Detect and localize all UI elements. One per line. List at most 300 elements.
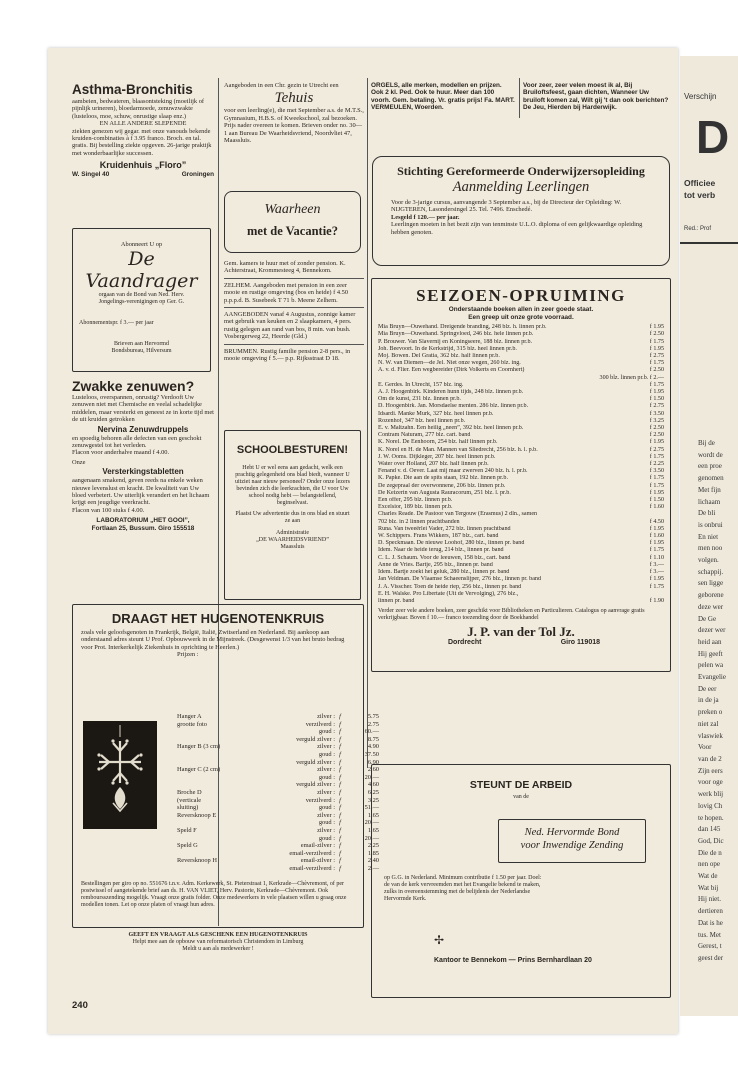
prize-material: verguld zilver : — [296, 735, 335, 743]
book-title: Joh. Beevoort. In de Kerkstrijd, 315 blz. heel linnen pr.b. — [378, 345, 517, 352]
prize-item — [177, 774, 267, 782]
next-page-line: niet zal — [698, 719, 719, 728]
stichting-body2: Leerlingen moeten in het bezit zijn van tenminste U.L.O. diploma of een gelijkwaardige opleiding hebben genoten. — [391, 221, 643, 236]
seizoen-sub2: Een greep uit onze grote voorraad. — [468, 313, 574, 321]
next-page-line: te hopen. — [698, 813, 724, 822]
next-page-line: De eer — [698, 684, 717, 693]
steunt-title: STEUNT DE ARBEID — [469, 779, 573, 791]
book-price: f 2.75 — [649, 353, 664, 359]
book-price: f 1.75 — [649, 360, 664, 367]
book-item — [378, 475, 664, 482]
vaandrager-price: Abonnementspr. f 3.— per jaar — [79, 320, 154, 327]
asthma-firm: Kruidenhuis „Floro” — [99, 160, 187, 171]
next-page-line: Wat bij — [698, 883, 719, 892]
book-title: E. v. Maltzahn. Een heilig „neen”, 392 blz. heel linnen pr.b. — [378, 425, 524, 432]
steunt-body: op G.G. in Nederland. Minimum contributie f 1.50 per jaar. Doel: de van de kerk vervreemden met het Evangelie bekend te maken, zulks in overeenstemming met de belijdenis der Nederlandse Hervormde Kerk. — [384, 875, 542, 902]
prize-table — [177, 713, 379, 872]
next-page-line: De bli — [698, 509, 716, 518]
book-item — [378, 468, 664, 475]
book-title: W. Schippers. Frans Wikkers, 187 blz., cart. band — [378, 533, 499, 540]
prize-value: 5.75 — [367, 713, 379, 720]
zwakke-price2: Flacon van 100 stuks f 4.00. — [72, 506, 145, 514]
prize-item — [177, 751, 267, 759]
book-item — [378, 346, 664, 353]
prize-value: 4.90 — [367, 743, 379, 751]
prize-currency: f — [339, 750, 341, 758]
book-title: Fenand v. d. Oever. Laat mij maar zwerven 240 blz. h. l. pr.b. — [378, 468, 528, 475]
prize-material: goud : — [318, 728, 335, 736]
book-item — [378, 504, 664, 511]
zwakke-title: Zwakke zenuwen? — [72, 378, 195, 394]
next-page-line: De Ge — [698, 614, 717, 623]
book-price: f 2.25 — [649, 461, 664, 468]
seizoen-sub1: Onderstaande boeken allen in zeer goede staat. — [448, 306, 594, 313]
seizoen-giro: Giro 119018 — [560, 639, 600, 647]
prize-material: goud : — [318, 804, 335, 812]
zwakke-lab: LABORATORIUM „HET GOOI”, — [96, 517, 190, 525]
book-title: Idem. Naar de heide terug, 214 blz., linnen pr. band — [378, 547, 504, 554]
prize-value: 20.— — [364, 773, 379, 781]
school-admin: Administratie — [276, 530, 309, 536]
school-body: Hebt U er wel eens aan gedacht, welk een prachtig gelegenheid ons blad biedt, wanneer U uitziet naar nieuw personeel? Onder onze lezers bevinden zich die leerkrachten, die U voor Uw school nodig hebt — belangstellend, beginselvast. — [235, 465, 350, 506]
book-price: f 4.50 — [649, 518, 664, 525]
hugenoten-order: Bestellingen per giro op no. 551676 t.n.v. Adm. Kerkewerk, St. Pieterstraat 1, Kerkrade—Chèvremont, of per postwissel of aangetekende brief aan ds. H. VAN VLIET, Herv. Pastorie, Kerkrade—Chèvremont. Ook remboursszending mogelijk. Vraagt onze gratis folder. Onze medewerkers in vele plaatsen willen u graag onze modellen tonen. Let op onze platen of vraagt hun adres. — [81, 881, 347, 908]
steunt-box — [371, 764, 671, 998]
book-item — [378, 432, 664, 439]
tehuis-intro: Aangeboden in een Chr. gezin te Utrecht een — [224, 82, 339, 89]
vaandrager-letters: Brieven aan Hervormd Bondsbureau, Hilversum — [111, 341, 172, 355]
next-page-official2: tot verb — [684, 190, 716, 200]
zwakke-product2: Versterkingstabletten — [102, 467, 184, 477]
separator — [224, 278, 364, 279]
vaandrager-ad — [72, 228, 211, 372]
book-price: f 3.50 — [649, 468, 664, 475]
book-item — [378, 584, 664, 591]
next-page-line: deze wer — [698, 602, 724, 611]
prize-value: 6.25 — [367, 788, 379, 796]
book-item — [378, 324, 664, 331]
book-price: f 2.75 — [649, 446, 664, 453]
book-item — [378, 533, 664, 540]
book-price: f 3.— — [649, 569, 664, 576]
book-title: A. v. d. Flier. Een wegbereider (Dirk Volkerts en Coornhert) — [378, 367, 525, 374]
prize-item — [177, 865, 267, 873]
book-price: f 2.50 — [649, 425, 664, 432]
prize-item: Hanger A — [177, 713, 202, 720]
next-page-line: dezer wer — [698, 626, 726, 635]
prize-currency: f — [339, 834, 341, 842]
book-title: D. Speckmaan. De nieuwe Loohof, 280 blz., linnen pr. band — [378, 540, 525, 547]
book-title: Runa. Van tweeërlei Vader, 272 blz. linnen prachtband — [378, 525, 511, 532]
prize-item: (verticale — [177, 796, 202, 804]
school-admin-city: Maassluis — [280, 544, 305, 550]
prize-material: verguld zilver : — [296, 758, 335, 766]
book-title: N. W. van Diemen—de Jel. Niet onze wegen, 260 blz. ing. — [378, 360, 521, 367]
school-admin-name: „DE WAARHEIDSVRIEND” — [256, 537, 329, 543]
book-title: De Keizerin van Augusta Rauracorum, 251 blz. l. pr.b. — [378, 489, 511, 496]
next-page-line: Gerest, t — [698, 942, 722, 951]
prize-row — [177, 743, 379, 751]
next-page-line: een proe — [698, 462, 722, 471]
next-page-line: pelen wa — [698, 661, 724, 670]
brummen-ad: BRUMMEN. Rustig familie pension 2-8 pers., in mooie omgeving f 5.— p.p. Rijksstraat D 18. — [224, 347, 351, 363]
prize-row — [177, 812, 379, 820]
hugenoten-footer — [80, 932, 356, 953]
book-price: f 3.— — [649, 561, 664, 568]
prize-value: 4.60 — [367, 781, 379, 789]
hugenoten-box — [72, 604, 379, 928]
book-price: f 1.95 — [649, 540, 664, 547]
book-title: J. A. Visscher. Toen de heide riep, 256 blz., linnen pr. band — [378, 583, 522, 590]
book-price: f 2.50 — [649, 367, 664, 374]
next-page-red: Red.: Prof — [684, 226, 712, 232]
hugenoten-prizen: Prijzen : — [177, 651, 199, 659]
next-page-line: En niet — [698, 532, 719, 541]
book-price: f 1.95 — [649, 389, 664, 396]
book-title: K. Norel en H. de Man. Mannen van Sliedrecht, 256 blz. h. l. p.b. — [378, 446, 538, 453]
book-item — [378, 403, 664, 410]
next-page-line: Evangelie — [698, 673, 726, 682]
prize-material: zilver : — [317, 826, 335, 834]
book-price: f 1.10 — [649, 554, 664, 561]
book-price: f 1.60 — [649, 533, 664, 540]
hugenot-cross-photo — [83, 721, 157, 829]
prize-value: 1.65 — [367, 826, 379, 834]
prize-currency: f — [339, 773, 341, 781]
book-item — [378, 447, 664, 454]
prize-item: Reversknoop E — [177, 811, 217, 819]
book-price: f 1.95 — [649, 489, 664, 496]
book-price: f 1.60 — [649, 504, 664, 511]
hugenoten-slogan: GEEFT EN VRAAGT ALS GESCHENK EEN HUGENOTENKRUIS — [128, 932, 308, 938]
prize-item: grootte foto — [177, 720, 207, 728]
book-item — [378, 411, 664, 418]
book-item — [378, 519, 664, 526]
stichting-subtitle: Aanmelding Leerlingen — [452, 179, 590, 195]
zwakke-lab-address: Fortlaan 25, Bussum. Giro 155518 — [91, 524, 195, 532]
zwakke-body2: en spoedig behoren alle defecten van een geschokt zenuwgestel tot het verleden. — [72, 434, 202, 450]
asthma-address-row — [72, 171, 214, 178]
book-price: f 1.75 — [649, 453, 664, 460]
prize-value: 1.65 — [367, 811, 379, 819]
prize-currency: f — [339, 826, 341, 834]
next-page-line: geest der — [698, 953, 724, 962]
column-divider — [519, 78, 520, 118]
next-page-masthead-letter: D — [696, 111, 730, 163]
prize-currency: f — [339, 804, 341, 812]
book-item — [378, 331, 664, 338]
prize-item — [177, 819, 267, 827]
prize-row — [177, 850, 379, 858]
prize-value: 3.25 — [367, 796, 379, 804]
book-item — [378, 497, 664, 504]
prize-row — [177, 857, 379, 865]
asthma-address: W. Singel 40 — [72, 171, 110, 179]
next-page-line: Dat is he — [698, 918, 723, 927]
prize-value: 2.40 — [367, 857, 379, 865]
book-title: De zegepraal der overwonnene, 206 blz. linnen pr.b. — [378, 482, 506, 489]
next-page-line: Met fijn — [698, 485, 721, 494]
book-price: f 1.75 — [649, 547, 664, 554]
next-page-line: Hij geeft — [698, 649, 723, 658]
prize-material: goud : — [318, 773, 335, 781]
prize-currency: f — [339, 735, 341, 743]
asthma-body2: ziekten genezen wij gegar. met onze vanouds bekende kruiden-combinaties à f 3.95 franco. Broch. en tal. gratis. Bij bestelling ziekte opgeven. 26-jarige praktijk met wonderbaarlijke successen. — [72, 127, 212, 157]
aangeboden-ad: AANGEBODEN vanaf 4 Augustus, zonnige kamer met gebruik van keuken en 2 slaapkamers, 4 pers. rustig gelegen aan rand van bos, 8 min. van bush. Vosbergerweg 22, Heerde (Gld.) — [224, 311, 356, 341]
book-item — [378, 483, 664, 490]
book-title: linnen pr. band — [378, 597, 415, 604]
zwakke-body3: aangenaam smakend, geven reeds na enkele weken nieuwe levenslust en kracht. De kwaliteit van Uw bloed verbetert. Uw uiterlijk verandert en het lichaam krijgt een jeugdige veerkracht. — [72, 477, 210, 507]
next-page-line: volgen. — [698, 556, 719, 565]
book-price: f 1.50 — [649, 497, 664, 504]
prize-value: 60.— — [364, 728, 379, 736]
prize-currency: f — [339, 849, 341, 857]
seizoen-footer: Verder zeer vele andere boeken, zeer geschikt voor Bibliotheken en Particulieren. Catalogus op aanvrage gratis verkrijgbaar. Boven f 10.— franco toezending door de Boekhandel — [378, 608, 645, 622]
hugenoten-slogan3: Meldt u aan als medewerker ! — [182, 946, 254, 952]
next-page-line: heid aan — [698, 637, 722, 646]
book-item — [378, 576, 664, 583]
stichting-lesgeld: Lesgeld f 120.— per jaar. — [391, 213, 460, 221]
zwakke-onze: Onze — [72, 458, 86, 466]
prize-value: 8.75 — [367, 735, 379, 743]
prize-row — [177, 789, 379, 797]
book-title: K. Papke. Die aan de spits staan, 192 blz. linnen pr.b. — [378, 475, 508, 482]
school-title: SCHOOLBESTUREN! — [236, 444, 349, 456]
book-title: Water over Holland, 207 blz. half linnen pr.b. — [378, 461, 489, 468]
next-page-line: is onbrui — [698, 520, 723, 529]
prize-value: 2.60 — [367, 766, 379, 774]
prize-value: 51.— — [364, 804, 379, 812]
prize-material: zilver : — [317, 743, 335, 751]
book-price: f 3.50 — [649, 410, 664, 417]
zelhem-ad: ZELHEM. Aangeboden met pension in een zeer mooie en rustige omgeving (bos en heide) f 4.50 p.p.p.d. B. Susebeek T 71 b. Meene Zelhem. — [224, 281, 349, 304]
seizoen-box — [371, 278, 671, 672]
steunt-bond2: voor Inwendige Zending — [520, 840, 624, 851]
book-item — [378, 353, 664, 360]
prize-currency: f — [339, 819, 341, 827]
book-item — [378, 425, 664, 432]
book-item — [378, 591, 664, 598]
next-page-header: Verschijn — [684, 92, 717, 101]
tehuis-ad — [224, 82, 364, 144]
book-title: E. Gerdes. In Utrecht, 157 blz. ing. — [378, 381, 464, 388]
book-item — [378, 454, 664, 461]
prize-currency: f — [339, 720, 341, 728]
bruiloft-ad: Voor zeer, zeer velen moest ik al, Bij Bruiloftsfeest, gaan dichten, Wanneer Uw bruiloft komen zal, Wilt gij 't dan ook berichten? De Jeu, Hierden bij Harderwijk. — [523, 82, 669, 112]
book-item — [378, 382, 664, 389]
book-item — [378, 396, 664, 403]
cross-star-icon: ✢ — [434, 933, 445, 947]
prize-value: 37.50 — [364, 750, 379, 758]
prize-item: Broche D — [177, 788, 202, 796]
book-price: f 1.95 — [649, 439, 664, 446]
prize-material: email-verzilverd : — [289, 864, 335, 872]
book-title: D. Hoogenbirk. Jan. Morsdaelse menten. 286 blz. linnen pr.b. — [378, 403, 529, 410]
prize-currency: f — [339, 788, 341, 796]
prize-currency: f — [339, 758, 341, 766]
book-price: f 2.50 — [649, 432, 664, 439]
next-page-line: genomen — [698, 474, 724, 483]
prize-material: goud : — [318, 819, 335, 827]
prize-material: goud : — [318, 834, 335, 842]
book-title: P. Brouwer. Van Slavernij en Koningseere, 188 blz. linnen pr.b. — [378, 338, 533, 345]
book-title: Charles Reade. De Pastoor van Tergouw (Erasmus) 2 dln., samen — [378, 511, 538, 518]
prize-material: zilver : — [317, 811, 335, 819]
prize-currency: f — [339, 781, 341, 789]
next-page-line: sen ligge — [698, 579, 724, 588]
hugenoten-title: DRAAGT HET HUGENOTENKRUIS — [111, 611, 325, 626]
vaandrager-desc: orgaan van de Bond van Ned. Herv. Jongelings-verenigingen op Ger. G. — [98, 292, 185, 306]
asthma-ad — [72, 82, 214, 178]
book-title: K. Norel. De Eenhoorn, 254 blz. half linnen pr.b. — [378, 439, 498, 446]
next-page-line: dertieren — [698, 907, 723, 916]
pension-ads — [224, 260, 364, 362]
next-page-line: tus. Met — [698, 930, 721, 939]
prize-item — [177, 781, 267, 789]
prize-value: 6.90 — [367, 758, 379, 766]
newspaper-page — [48, 48, 678, 1034]
next-page-line: men noo — [698, 544, 723, 553]
prize-row — [177, 865, 379, 873]
next-page-line: preken o — [698, 708, 723, 717]
prize-row — [177, 713, 379, 721]
hugenoten-slogan2: Helpt mee aan de opbouw van reformatorisch Christendom in Limburg — [132, 939, 304, 945]
waarheen-line1: Waarheen — [264, 202, 321, 217]
book-item — [378, 367, 664, 374]
vaandrager-lead: Abonneert U op — [120, 241, 163, 248]
stichting-title: Stichting Gereformeerde Onderwijzersopleiding — [397, 164, 645, 178]
steunt-bond1: Ned. Hervormde Bond — [524, 827, 620, 838]
book-price: f 1.75 — [649, 482, 664, 489]
seizoen-seller: J. P. van der Tol Jz. — [467, 624, 575, 640]
book-item — [378, 562, 664, 569]
book-title: Moj. Bowen. Del Gratia, 362 blz. half linnen pr.b. — [378, 353, 500, 359]
seizoen-title: SEIZOEN-OPRUIMING — [416, 286, 626, 305]
book-price: f 2.75 — [649, 403, 664, 410]
book-title: Mia Bruyn—Ouwehand. Dreigende branding, 248 blz. h. linnen pr.b. — [378, 324, 547, 331]
prize-material: email-verzilverd : — [289, 849, 335, 857]
hugenot-cross-icon — [83, 721, 157, 829]
separator — [224, 344, 364, 345]
next-page-line: Bij de — [698, 439, 715, 447]
prize-material: verzilverd : — [305, 720, 335, 728]
book-price: f 1.75 — [649, 381, 664, 388]
prize-item — [177, 736, 267, 744]
book-title: E. H. Walske. Pro Libertate (Uit de Vervolging), 276 blz., — [378, 590, 519, 597]
book-title: Excelsior, 189 blz. linnen pr.b. — [378, 504, 453, 511]
next-page-line: werk blij — [698, 790, 724, 799]
vaandrager-title: De Vaandrager — [85, 248, 198, 293]
book-item — [378, 540, 664, 547]
book-price: f 1.75 — [649, 338, 664, 345]
school-body2: Plaatst Uw advertentie dus in ons blad en stuurt ze aan — [235, 511, 350, 524]
next-page-line: van de 2 — [698, 754, 722, 763]
prize-row — [177, 721, 379, 729]
prize-row — [177, 842, 379, 850]
prize-currency: f — [339, 864, 341, 872]
orgels-ad: ORGELS, alle merken, modellen en prijzen. Ook 2 kl. Ped. Ook te huur. Meer dan 100 voorh. Gem. betaling. Vr. gratis prijs! Fa. MART. VERMEULEN, Woerden. — [371, 82, 515, 112]
book-title: A. J. Hoogenbirk. Kinderen hunn tijds, 248 blz. linnen pr.b. — [378, 389, 524, 396]
prize-row — [177, 797, 379, 805]
prize-value: 2.25 — [367, 842, 379, 850]
book-price: f 1.95 — [649, 345, 664, 352]
prize-item: Hanger C (2 cm) — [177, 766, 221, 774]
next-page-line: wordt de — [698, 450, 723, 459]
prize-row — [177, 728, 379, 736]
next-page-line: schappij. — [698, 567, 724, 576]
book-item — [378, 360, 664, 367]
steunt-kantoor: Kantoor te Bennekom — Prins Bernhardlaan 20 — [434, 957, 592, 964]
book-title: Idsardi. Manke Murk, 327 blz. heel linnen pr.b. — [378, 410, 494, 417]
prize-currency: f — [339, 728, 341, 736]
prize-currency: f — [339, 842, 341, 850]
seizoen-seller-info — [372, 639, 670, 646]
stichting-box — [372, 156, 670, 266]
book-title: Om de kunst, 231 blz. linnen pr.b. — [378, 396, 461, 403]
book-title: J. W. Ooms. Dijkleger, 207 blz. heel linnen pr.b. — [378, 453, 496, 460]
prize-currency: f — [339, 811, 341, 819]
book-item — [378, 389, 664, 396]
prize-item: Reversknoop H — [177, 857, 217, 865]
book-item — [378, 526, 664, 533]
prize-item — [177, 835, 267, 843]
next-page-line: Hij niet. — [698, 895, 721, 904]
book-item — [378, 569, 664, 576]
next-page-line: in de ja — [698, 696, 719, 705]
book-price: f 2.50 — [649, 331, 664, 338]
column-divider — [367, 78, 368, 768]
next-page-official1: Officiee — [684, 178, 716, 188]
waarheen-line2: met de Vacantie? — [247, 224, 338, 238]
book-title: Jan Veldman. De Vlaamse Schaeenslijper, 276 blz., linnen pr. band — [378, 576, 542, 583]
prize-item: Speld G — [177, 842, 198, 850]
prize-value: 2.75 — [367, 720, 379, 728]
book-price: f 1.90 — [649, 597, 664, 604]
tehuis-title: Tehuis — [274, 90, 314, 107]
prize-item — [177, 728, 267, 736]
book-price: f 1.95 — [649, 576, 664, 583]
book-title: Een offer, 295 blz. linnen pr.b. — [378, 497, 453, 504]
zwakke-ad — [72, 378, 214, 532]
book-price: f 1.75 — [649, 475, 664, 482]
prize-row — [177, 766, 379, 774]
book-price — [640, 511, 664, 518]
asthma-title: Asthma-Bronchitis — [72, 82, 193, 97]
next-page-line: Die de n — [698, 848, 722, 857]
next-page-line: voor oge — [698, 778, 723, 787]
prize-currency: f — [339, 713, 341, 720]
prize-row — [177, 759, 379, 767]
book-price — [640, 591, 664, 598]
prize-item: Speld F — [177, 826, 197, 834]
book-item — [378, 418, 664, 425]
next-page-line: God, Dic — [698, 836, 724, 845]
prize-row — [177, 819, 379, 827]
prize-item: Hanger B (3 cm) — [177, 743, 221, 751]
book-title: Contram Naturam, 277 blz. cart. band — [378, 432, 471, 439]
book-price: f 1.95 — [649, 525, 664, 532]
schoolbesturen-box — [224, 430, 361, 600]
next-page-fragment — [680, 56, 738, 1016]
book-item — [378, 511, 664, 518]
zwakke-product1: Nervina Zenuwdruppels — [97, 424, 189, 434]
prize-row — [177, 751, 379, 759]
prize-value: 20.— — [364, 834, 379, 842]
book-item — [378, 598, 664, 605]
next-page-line: Voor — [698, 743, 712, 752]
book-item — [378, 439, 664, 446]
book-item — [378, 461, 664, 468]
